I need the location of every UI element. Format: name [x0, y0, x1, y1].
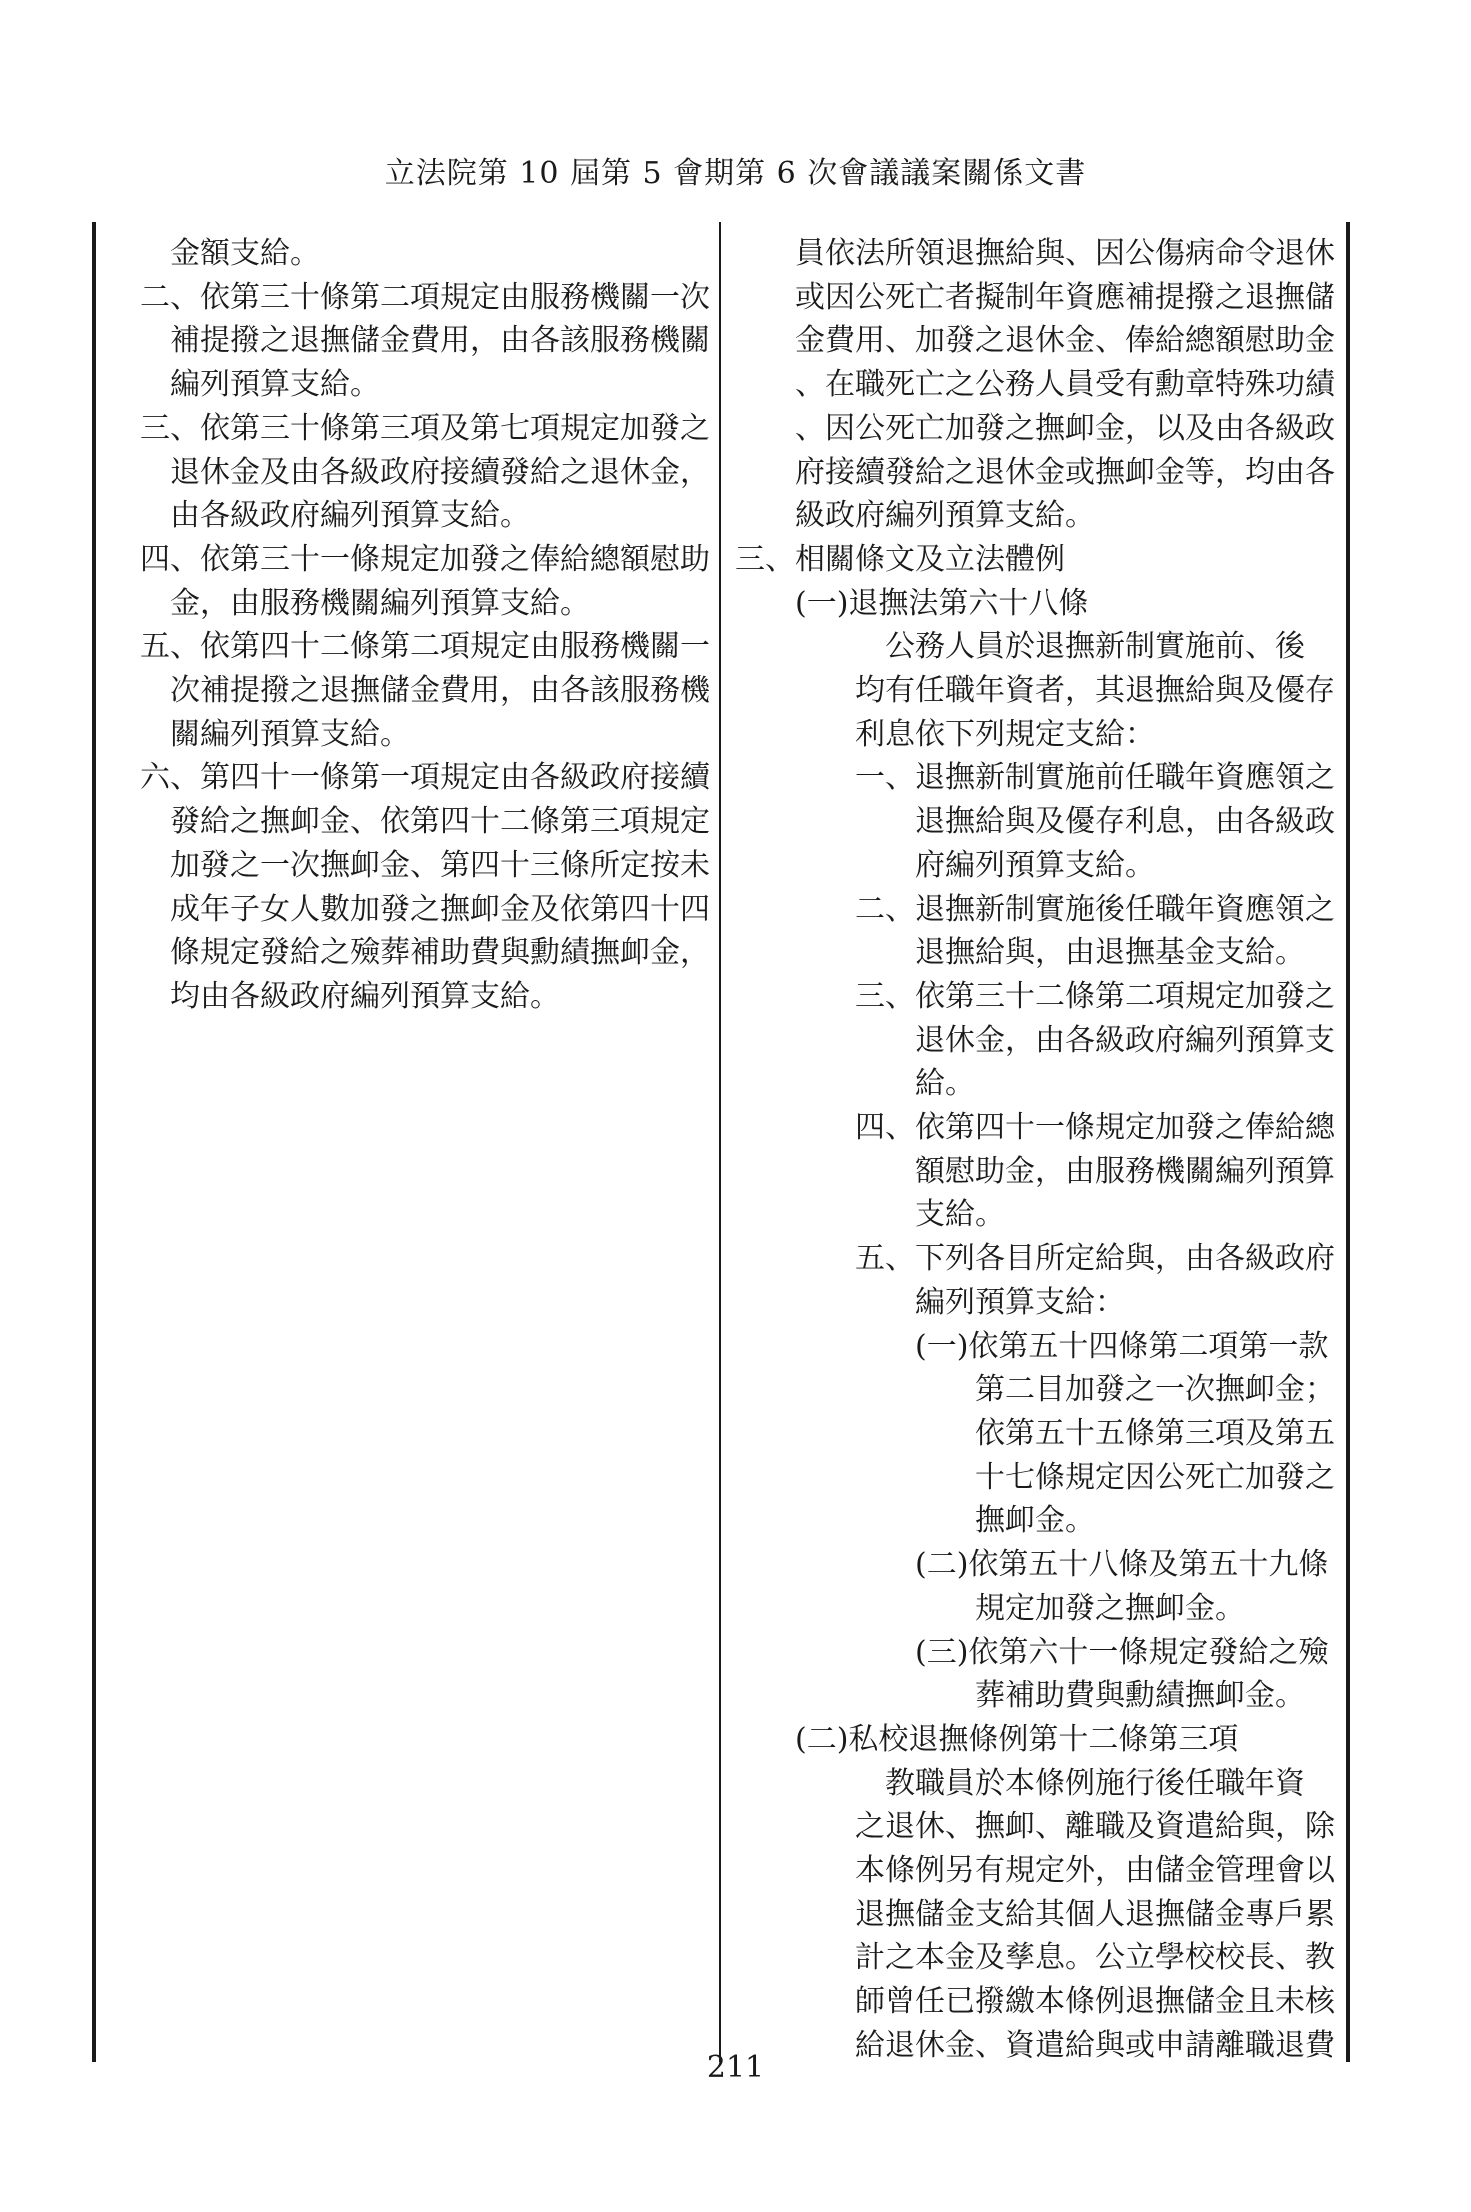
- text-line: 二、依第三十條第二項規定由服務機關一次: [140, 279, 710, 315]
- right-border-rule: [1346, 222, 1350, 2062]
- text-line: 金額支給。: [170, 236, 320, 271]
- column-divider: [719, 222, 721, 2062]
- text-line: 公務人員於退撫新制實施前、後: [885, 629, 1305, 665]
- text-line: 十七條規定因公死亡加發之: [975, 1459, 1335, 1495]
- text-line: 給。: [915, 1066, 975, 1102]
- text-line: 金費用、加發之退休金、俸給總額慰助金: [795, 323, 1335, 359]
- text-line: 五、下列各目所定給與，由各級政府: [855, 1241, 1335, 1277]
- text-line: 一、退撫新制實施前任職年資應領之: [855, 760, 1335, 796]
- text-line: 規定加發之撫卹金。: [975, 1590, 1245, 1626]
- text-line: 六、第四十一條第一項規定由各級政府接續: [140, 760, 710, 796]
- text-line: 本條例另有規定外，由儲金管理會以: [855, 1853, 1335, 1889]
- text-line: 三、依第三十條第三項及第七項規定加發之: [140, 410, 710, 446]
- text-line: 府編列預算支給。: [915, 847, 1155, 883]
- text-line: 支給。: [915, 1197, 1005, 1233]
- text-line: 編列預算支給。: [170, 367, 380, 403]
- text-line: 之退休、撫卹、離職及資遣給與，除: [855, 1809, 1335, 1845]
- text-line: 編列預算支給：: [915, 1284, 1125, 1320]
- text-line: 由各級政府編列預算支給。: [170, 498, 530, 534]
- text-line: 三、相關條文及立法體例: [735, 541, 1065, 577]
- text-line: 關編列預算支給。: [170, 716, 410, 752]
- text-line: (三)依第六十一條規定發給之殮: [915, 1634, 1329, 1670]
- text-line: 金，由服務機關編列預算支給。: [170, 585, 590, 621]
- text-line: 第二目加發之一次撫卹金；: [975, 1372, 1335, 1408]
- text-line: 依第五十五條第三項及第五: [975, 1415, 1335, 1451]
- text-line: 退休金，由各級政府編列預算支: [915, 1022, 1335, 1058]
- text-line: 葬補助費與勳績撫卹金。: [975, 1678, 1305, 1714]
- text-line: 師曾任已撥繳本條例退撫儲金且未核: [855, 1984, 1335, 2020]
- text-line: 二、退撫新制實施後任職年資應領之: [855, 891, 1335, 927]
- text-line: 或因公死亡者擬制年資應補提撥之退撫儲: [795, 279, 1335, 315]
- text-line: 級政府編列預算支給。: [795, 498, 1095, 534]
- text-line: 給退休金、資遣給與或申請離職退費: [855, 2027, 1335, 2063]
- text-line: 四、依第四十一條規定加發之俸給總: [855, 1110, 1335, 1146]
- text-line: 撫卹金。: [975, 1503, 1095, 1539]
- text-line: (一)依第五十四條第二項第一款: [915, 1328, 1329, 1364]
- left-border-rule: [92, 222, 96, 2062]
- text-line: 退撫給與，由退撫基金支給。: [915, 935, 1305, 971]
- left-column: [140, 232, 710, 1019]
- text-line: 均由各級政府編列預算支給。: [170, 978, 560, 1014]
- text-line: 退撫給與及優存利息，由各級政: [915, 804, 1335, 840]
- page-number: 211: [706, 2050, 765, 2085]
- right-column: [735, 232, 1335, 2068]
- text-line: 教職員於本條例施行後任職年資: [885, 1765, 1305, 1801]
- text-line: 、因公死亡加發之撫卹金，以及由各級政: [795, 410, 1335, 446]
- text-line: 、在職死亡之公務人員受有勳章特殊功績: [795, 367, 1335, 403]
- text-line: 員依法所領退撫給與、因公傷病命令退休: [795, 236, 1335, 271]
- text-line: 計之本金及孳息。公立學校校長、教: [855, 1940, 1335, 1976]
- text-line: 均有任職年資者，其退撫給與及優存: [855, 673, 1335, 709]
- text-line: 條規定發給之殮葬補助費與勳績撫卹金，: [170, 935, 710, 971]
- text-line: 補提撥之退撫儲金費用，由各該服務機關: [170, 323, 710, 359]
- text-line: 加發之一次撫卹金、第四十三條所定按未: [170, 847, 710, 883]
- text-line: (二)私校退撫條例第十二條第三項: [795, 1721, 1239, 1757]
- text-line: 發給之撫卹金、依第四十二條第三項規定: [170, 804, 710, 840]
- text-line: 次補提撥之退撫儲金費用，由各該服務機: [170, 673, 710, 709]
- text-line: 五、依第四十二條第二項規定由服務機關一: [140, 629, 710, 665]
- text-line: 退休金及由各級政府接續發給之退休金，: [170, 454, 710, 490]
- text-line: 四、依第三十一條規定加發之俸給總額慰助: [140, 541, 710, 577]
- text-line: 成年子女人數加發之撫卹金及依第四十四: [170, 891, 710, 927]
- text-line: 利息依下列規定支給：: [855, 716, 1155, 752]
- text-line: 府接續發給之退休金或撫卹金等，均由各: [795, 454, 1335, 490]
- text-line: 三、依第三十二條第二項規定加發之: [855, 978, 1335, 1014]
- text-line: (二)依第五十八條及第五十九條: [915, 1547, 1329, 1583]
- text-line: 退撫儲金支給其個人退撫儲金專戶累: [855, 1896, 1335, 1932]
- page-header: 立法院第 10 屆第 5 會期第 6 次會議議案關係文書: [384, 156, 1087, 191]
- text-line: (一)退撫法第六十八條: [795, 585, 1089, 621]
- text-line: 額慰助金，由服務機關編列預算: [915, 1153, 1335, 1189]
